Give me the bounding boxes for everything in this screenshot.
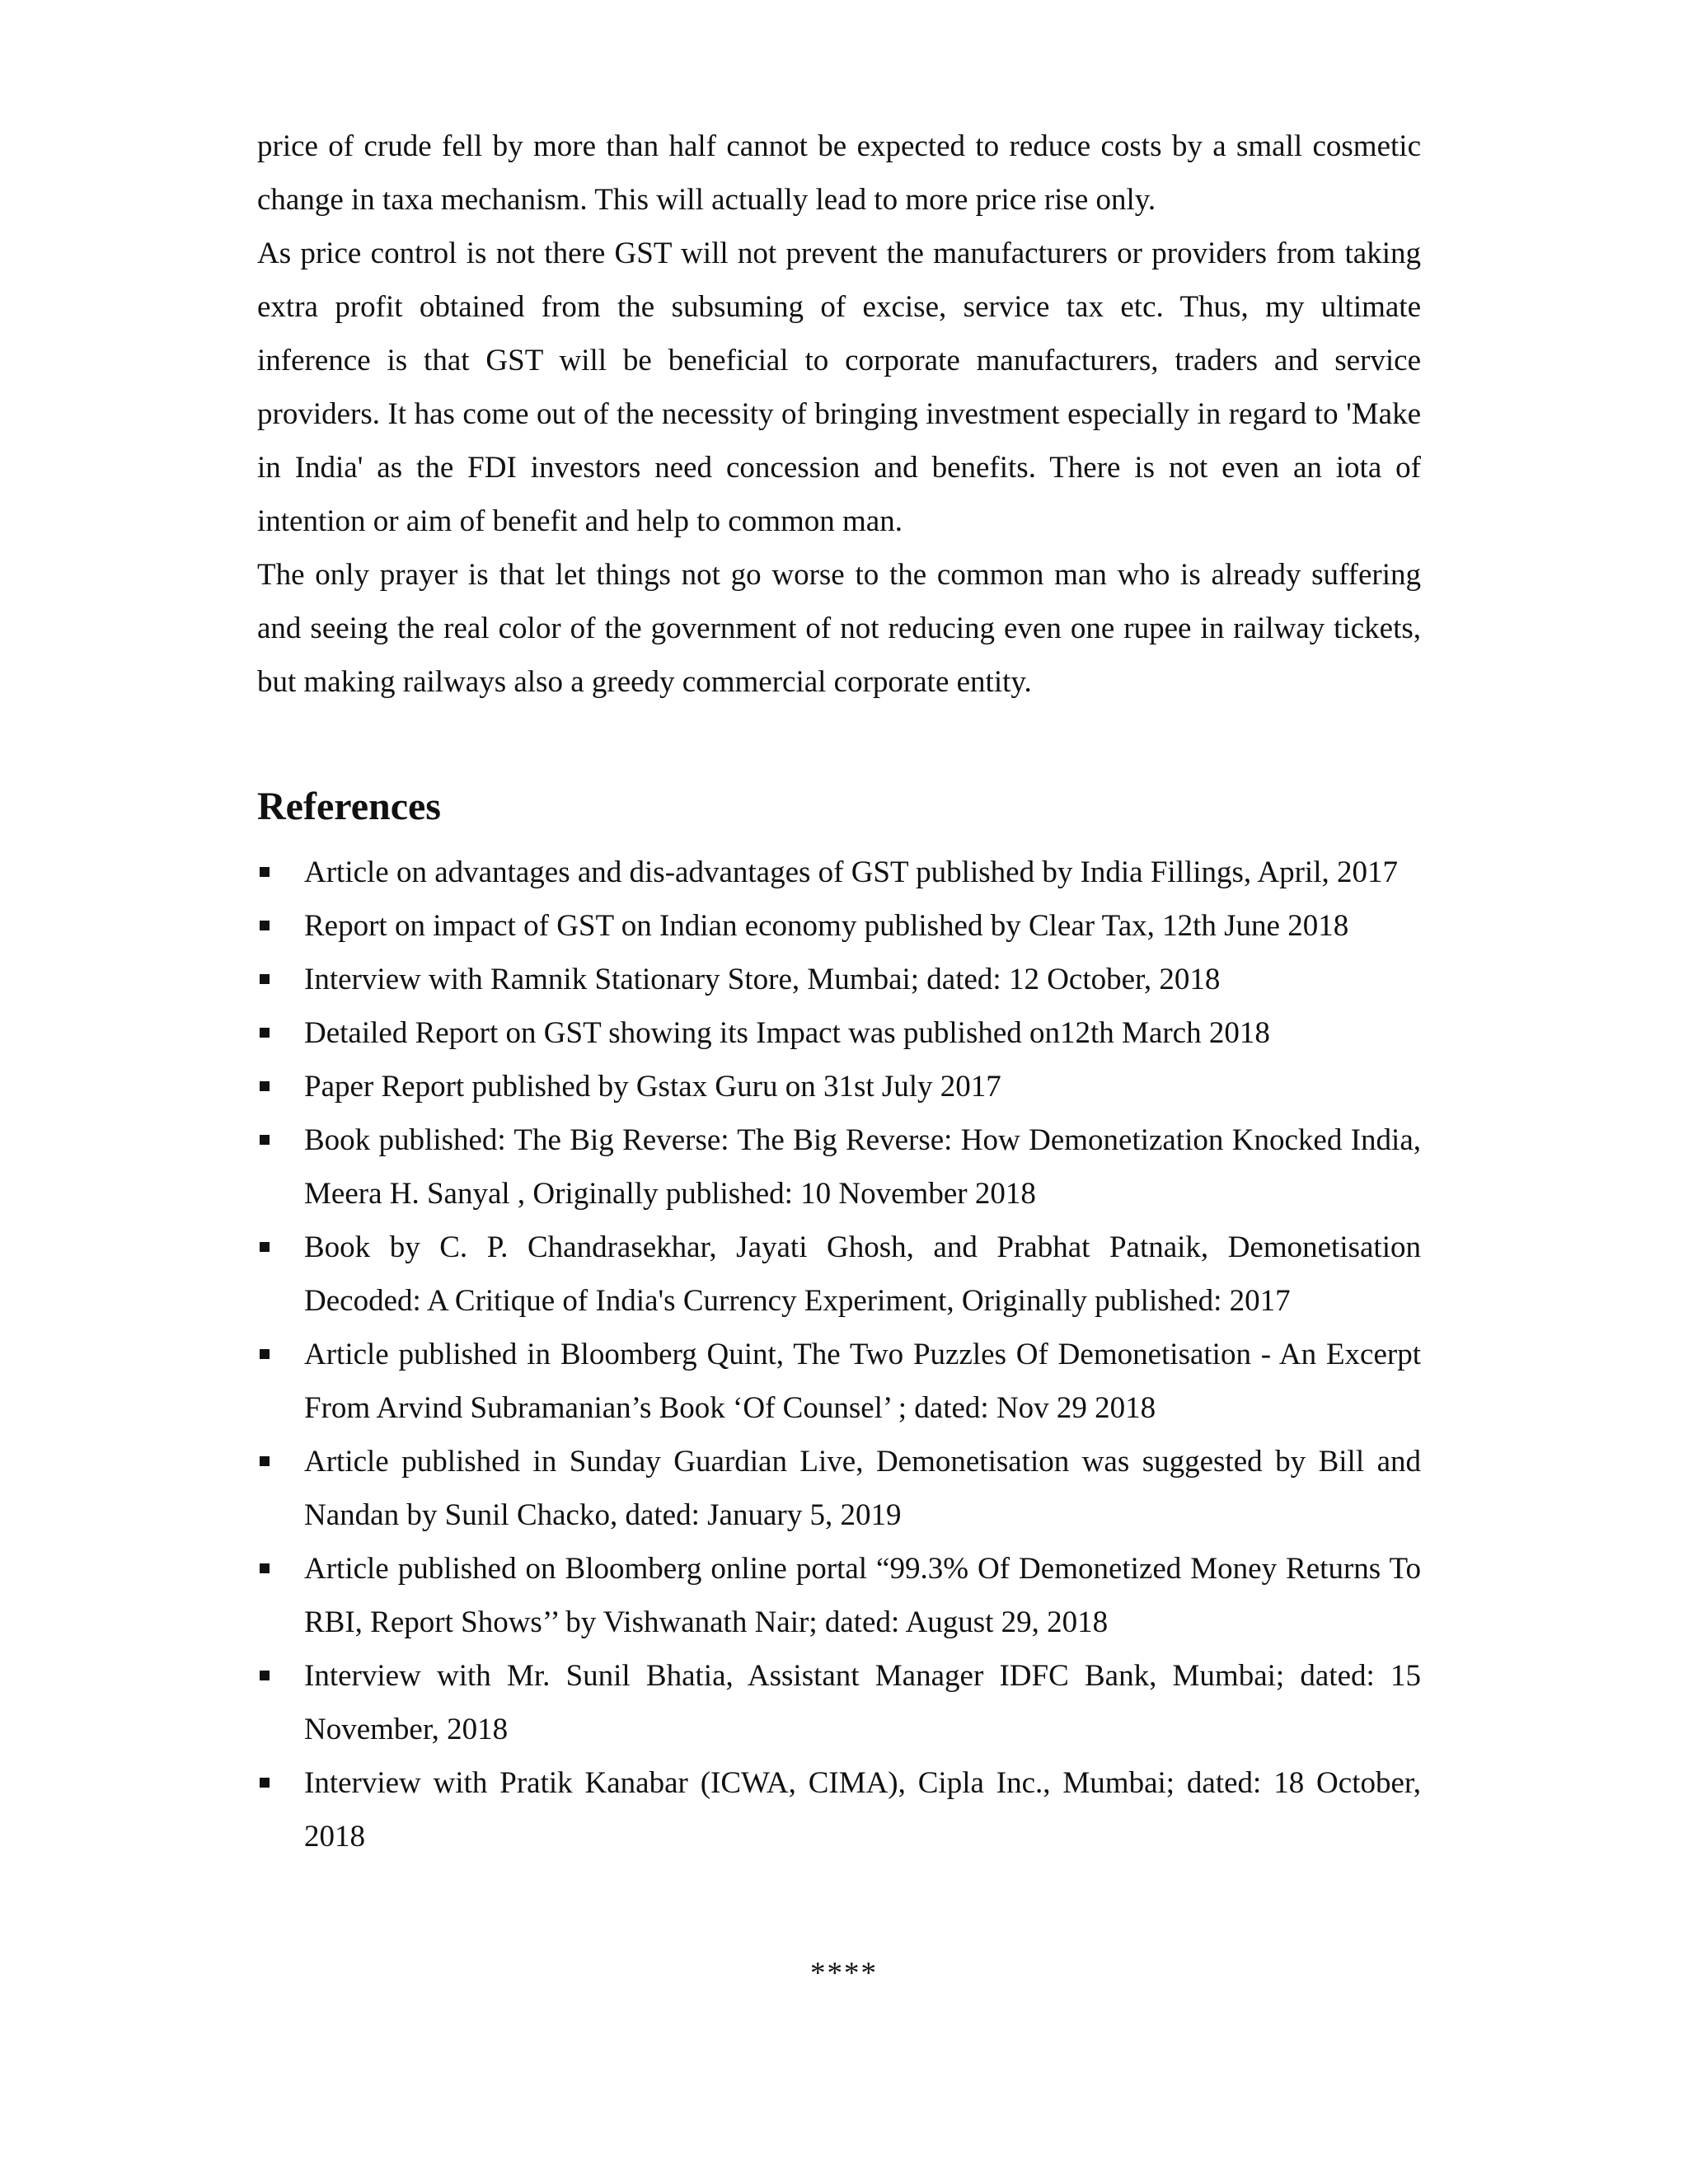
reference-text: Article published in Bloomberg Quint, The Two Puzzles Of Demonetisation - An Excerpt From Arvind Subramanian’s Book ‘Of Counsel’ ; dated: Nov 29 2018 xyxy=(304,1338,1421,1425)
reference-item xyxy=(257,1542,1421,1649)
reference-text: Book published: The Big Reverse: The Big Reverse: How Demonetization Knocked India, Meera H. Sanyal , Originally published: 10 November 2018 xyxy=(304,1123,1421,1211)
square-bullet-icon xyxy=(260,1778,270,1788)
reference-text: Detailed Report on GST showing its Impact was published on12th March 2018 xyxy=(304,1016,1270,1050)
square-bullet-icon xyxy=(260,1242,270,1252)
reference-item xyxy=(257,1221,1421,1328)
square-bullet-icon xyxy=(260,974,270,984)
reference-text: Book by C. P. Chandrasekhar, Jayati Ghosh, and Prabhat Patnaik, Demonetisation Decoded: A Critique of India's Currency Experiment, Originally published: 2017 xyxy=(304,1230,1421,1318)
reference-item xyxy=(257,1328,1421,1435)
reference-text: Paper Report published by Gstax Guru on 31st July 2017 xyxy=(304,1070,1001,1104)
reference-item xyxy=(257,1756,1421,1863)
reference-item xyxy=(257,1113,1421,1221)
references-heading: References xyxy=(257,785,441,828)
square-bullet-icon xyxy=(260,867,270,877)
square-bullet-icon xyxy=(260,1563,270,1573)
reference-text: Interview with Ramnik Stationary Store, Mumbai; dated: 12 October, 2018 xyxy=(304,963,1221,996)
body-paragraph: price of crude fell by more than half cannot be expected to reduce costs by a small cosmetic change in taxa mechanism. This will actually lead to more price rise only. xyxy=(257,129,1421,217)
reference-item xyxy=(257,899,1421,953)
reference-text: Article published on Bloomberg online portal “99.3% Of Demonetized Money Returns To RBI, Report Shows’’ by Vishwanath Nair; dated: August 29, 2018 xyxy=(304,1552,1421,1639)
reference-item xyxy=(257,846,1421,899)
body-paragraph: The only prayer is that let things not go worse to the common man who is already suffering and seeing the real color of the government of not reducing even one rupee in railway tickets, but making railways also a greedy commercial corporate entity. xyxy=(257,558,1421,699)
square-bullet-icon xyxy=(260,921,270,930)
square-bullet-icon xyxy=(260,1456,270,1466)
square-bullet-icon xyxy=(260,1135,270,1145)
reference-text: Interview with Pratik Kanabar (ICWA, CIMA), Cipla Inc., Mumbai; dated: 18 October, 2018 xyxy=(304,1766,1421,1854)
end-of-document-mark: **** xyxy=(810,1957,878,1990)
square-bullet-icon xyxy=(260,1028,270,1038)
reference-item xyxy=(257,1060,1421,1113)
square-bullet-icon xyxy=(260,1671,270,1680)
body-paragraph: As price control is not there GST will not prevent the manufacturers or providers from taking extra profit obtained from the subsuming of excise, service tax etc. Thus, my ultimate inference is that GST will be beneficial to corporate manufacturers, traders and service providers. It has come out of the necessity of bringing investment especially in regard to 'Make in India' as the FDI investors need concession and benefits. There is not even an iota of intention or aim of benefit and help to common man. xyxy=(257,237,1421,538)
reference-text: Article published in Sunday Guardian Live, Demonetisation was suggested by Bill and Nandan by Sunil Chacko, dated: January 5, 2019 xyxy=(304,1445,1421,1532)
square-bullet-icon xyxy=(260,1081,270,1091)
reference-item xyxy=(257,1006,1421,1060)
reference-text: Article on advantages and dis-advantages of GST published by India Fillings, April, 2017 xyxy=(304,855,1398,889)
references-list xyxy=(257,846,1421,1863)
document-page xyxy=(257,120,1421,1863)
reference-text: Interview with Mr. Sunil Bhatia, Assistant Manager IDFC Bank, Mumbai; dated: 15 November, 2018 xyxy=(304,1659,1421,1746)
reference-item xyxy=(257,953,1421,1006)
square-bullet-icon xyxy=(260,1349,270,1359)
reference-text: Report on impact of GST on Indian economy published by Clear Tax, 12th June 2018 xyxy=(304,909,1349,943)
reference-item xyxy=(257,1435,1421,1542)
reference-item xyxy=(257,1649,1421,1756)
